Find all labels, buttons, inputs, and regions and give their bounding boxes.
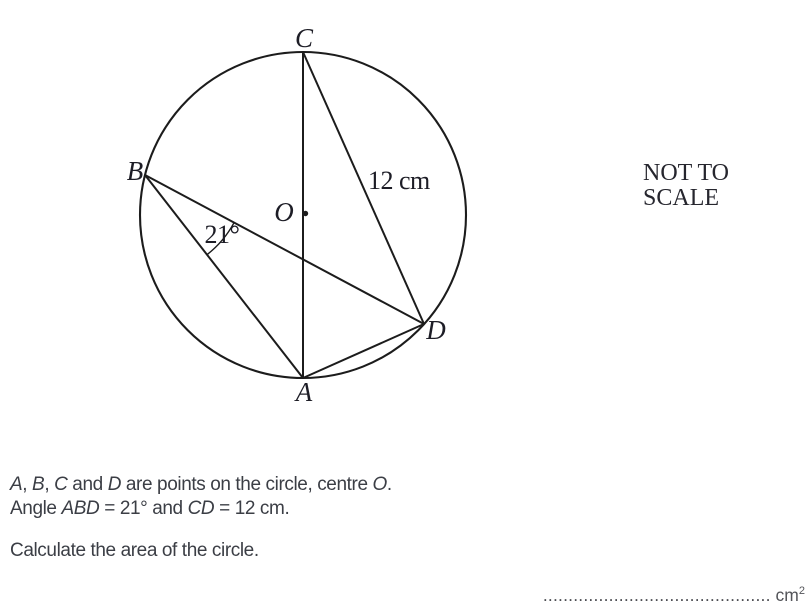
text-run: = 21° and [99, 498, 188, 519]
point-ref: O [372, 474, 387, 495]
text-run: , [22, 474, 33, 495]
point-label-a: A [295, 377, 313, 407]
answer-line [543, 585, 805, 606]
chord-ad [303, 324, 424, 378]
question-statement-line1 [10, 474, 392, 496]
centre-label-o: O [274, 197, 294, 227]
text-run: Angle [10, 498, 62, 519]
unit-text: cm [775, 585, 799, 605]
point-label-c: C [294, 23, 314, 53]
answer-dotted-line: ............................................. [542, 585, 771, 605]
question-statement-line2 [10, 498, 289, 520]
point-ref: A [10, 474, 23, 495]
question-instruction: Calculate the area of the circle. [10, 540, 259, 561]
not-to-scale-note [643, 161, 729, 211]
centre-dot [303, 211, 308, 216]
point-ref: B [32, 474, 45, 495]
text-run: = 12 cm. [214, 498, 290, 519]
answer-unit [771, 585, 805, 605]
text-run: . [386, 474, 392, 495]
not-to-scale-line1: NOT TO [643, 160, 730, 186]
text-run: are points on the circle, centre [121, 474, 373, 495]
point-ref: C [54, 474, 68, 495]
text-run: , [44, 474, 55, 495]
point-label-b: B [126, 156, 144, 186]
text-run: and [67, 474, 108, 495]
angle-ref: ABD [61, 498, 100, 519]
chord-ref: CD [187, 498, 215, 519]
point-ref: D [107, 474, 122, 495]
chord-length-label: 12 cm [368, 166, 430, 195]
circle-geometry-diagram [0, 0, 540, 430]
unit-exponent: 2 [798, 585, 805, 598]
angle-value-label: 21° [204, 220, 240, 249]
not-to-scale-line2: SCALE [643, 185, 720, 211]
point-label-d: D [426, 315, 446, 345]
